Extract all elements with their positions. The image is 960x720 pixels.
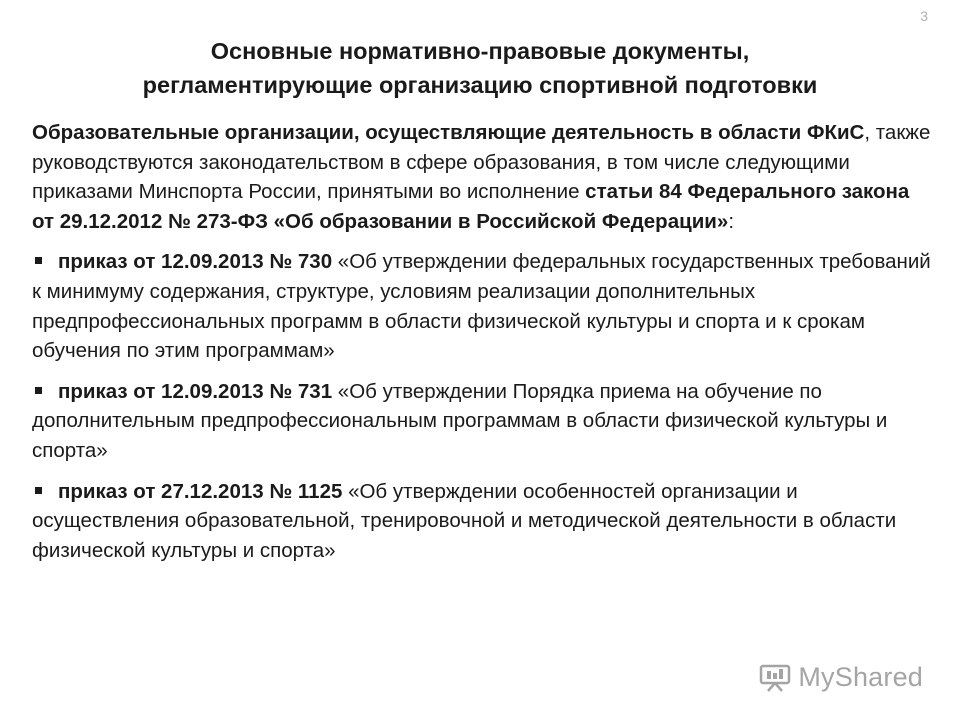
order-item-730 xyxy=(32,247,932,365)
square-bullet-icon xyxy=(35,257,42,264)
intro-law-reference: статьи 84 Федерального закона от 29.12.2012 № 273-ФЗ «Об образовании в Российской Федерации» xyxy=(32,180,910,233)
slide-body xyxy=(32,118,932,576)
orders-list xyxy=(32,247,932,565)
order-description: «Об утверждении особенностей организации и осуществления образовательной, тренировочной и методической деятельности в области физической культуры и спорта» xyxy=(32,479,897,562)
slide-title xyxy=(40,34,920,102)
title-line-1: Основные нормативно-правовые документы, xyxy=(210,38,750,64)
watermark-text: MyShared xyxy=(798,662,923,692)
order-reference: приказ от 27.12.2013 № 1125 xyxy=(58,479,343,503)
myshared-watermark xyxy=(758,662,923,693)
presentation-board-icon xyxy=(758,664,792,692)
title-line-2: регламентирующие организацию спортивной подготовки xyxy=(142,72,818,98)
intro-lead: Образовательные организации, осуществляющие деятельность в области ФКиС xyxy=(32,121,865,144)
page-number: 3 xyxy=(920,8,928,24)
order-reference: приказ от 12.09.2013 № 731 xyxy=(58,379,333,403)
square-bullet-icon xyxy=(35,387,42,394)
order-reference: приказ от 12.09.2013 № 730 xyxy=(58,250,333,274)
square-bullet-icon xyxy=(35,487,42,494)
order-item-731 xyxy=(32,377,932,466)
order-item-1125 xyxy=(32,477,932,566)
order-description: «Об утверждении федеральных государственных требований к минимуму содержания, структуре, условиям реализации дополнительных предпрофессиональных программ в области физической культуры и спорта и к срокам обучения по этим программам» xyxy=(32,250,931,363)
intro-text: , также руководствуются законодательством в сфере образования, в том числе следующими приказами Минспорта России, принятыми во исполнение xyxy=(32,121,931,204)
order-description: «Об утверждении Порядка приема на обучение по дополнительным предпрофессиональным программам в области физической культуры и спорта» xyxy=(32,379,888,462)
intro-colon: : xyxy=(728,209,735,233)
intro-paragraph xyxy=(32,118,932,236)
